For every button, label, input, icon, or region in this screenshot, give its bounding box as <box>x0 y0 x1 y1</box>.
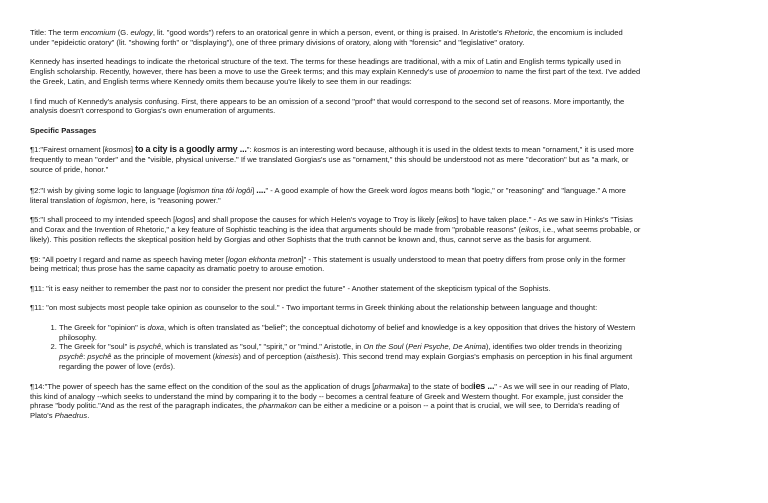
passage-14: ¶14:"The power of speech has the same effect on the condition of the soul as the application of drugs [pharmaka] to the state of bodies ..." - As we will see in our reading of Plato, this kind of analogy --which seeks to understand the mind by comparing it to the body -- becomes a central feature of Greek and Western thought. For example, just consider the phrase "body politic."And as the rest of the paragraph indicates, the pharmakon can be either a medicine or a poison -- a point that is crucial, we will see, to Derrida's reading of Plato's Phaedrus. <box>30 380 630 421</box>
list-item-psyche: 2. The Greek for "soul" is psychê, which is translated as "soul," "spirit," or "mind." Aristotle, in On the Soul (Peri Psyche, De Anima), identifies two older trends in theorizing psychê: psychê as the principle of movement (kinesis) and of perception (aisthesis). This second trend may explain Gorgias's emphasis on perception in his final argument regarding the power of love (erôs). <box>59 342 642 372</box>
paragraph-headings: Kennedy has inserted headings to indicate the rhetorical structure of the text. The terms for these headings are traditional, with a mix of Latin and English terms typically used in English scholarship. Recently, however, there has been a move to use the Greek terms; and this may explain Kennedy's use of prooemion to name the first part of the text. I've added the Greek, Latin, and English terms where Kennedy omits them because you're likely to see them in our readings: <box>30 57 641 87</box>
terms-list <box>30 323 642 373</box>
paragraph-title: Title: The term encomium (G. eulogy, lit. "good words") refers to an oratorical genre in which a person, event, or thing is praised. In Aristotle's Rhetoric, the encomium is included under "epideictic oratory" (lit. "showing forth" or "displaying"), one of three primary divisions of oratory, along with "forensic" and "legislative" oratory. <box>30 28 623 47</box>
list-item-doxa: 1. The Greek for "opinion" is doxa, which is often translated as "belief"; the conceptual dichotomy of belief and knowledge is a key opposition that drives the history of Western philosophy. <box>59 323 642 343</box>
passage-11-memory: ¶11: "it is easy neither to remember the past nor to consider the present nor predict the future" - Another statement of the skepticism typical of the Sophists. <box>30 283 551 293</box>
document-body <box>30 28 642 431</box>
section-heading-specific-passages: Specific Passages <box>30 125 97 135</box>
paragraph-confusing: I find much of Kennedy's analysis confusing. First, there appears to be an omission of a second "proof" that would correspond to the second set of reasons. More importantly, the analysis doesn't correspond to Gorgias's own enumeration of arguments. <box>30 96 625 116</box>
passage-11-opinion: ¶11: "on most subjects most people take opinion as counselor to the soul." - Two important terms in Greek thinking about the relationship between language and thought: <box>30 303 598 313</box>
passage-1: ¶1:"Fairest ornament [kosmos] to a city is a goodly army ...": kosmos is an interesting word because, although it is used in the oldest texts to mean "ornament," it is used more frequently to mean "order" and the "visible, physical universe." If we translated Gorgias's use as "ornament," this should be understood not as mere "decoration" but as "a mark, or source of pride, honor." <box>30 144 634 175</box>
passage-9: ¶9: "All poetry I regard and name as speech having meter [logon ekhonta metron]" - This statement is usually understood to mean that poetry differs from prose only in the former being metrical; thus prose has the same capacity as dramatic poetry to arouse emotion. <box>30 254 626 274</box>
passage-5: ¶5:"I shall proceed to my intended speech [logos] and shall propose the causes for which Helen's voyage to Troy is likely [eikos] to have taken place." - As we saw in Hinks's "Tisias and Corax and the Invention of Rhetoric," a key feature of Sophistic teaching is the idea that arguments should be made from "probable reasons" (eikos, i.e., what seems probable, or likely). This position reflects the skeptical position held by Gorgias and other Sophists that the truth cannot be known and, thus, cannot serve as the basis for argument. <box>30 215 641 245</box>
passage-2: ¶2:"I wish by giving some logic to language [logismon tina tôi logôi] ...." - A good example of how the Greek word logos means both "logic," or "reasoning" and "language." A more literal translation of logismon, here, is "reasoning power." <box>30 184 626 205</box>
